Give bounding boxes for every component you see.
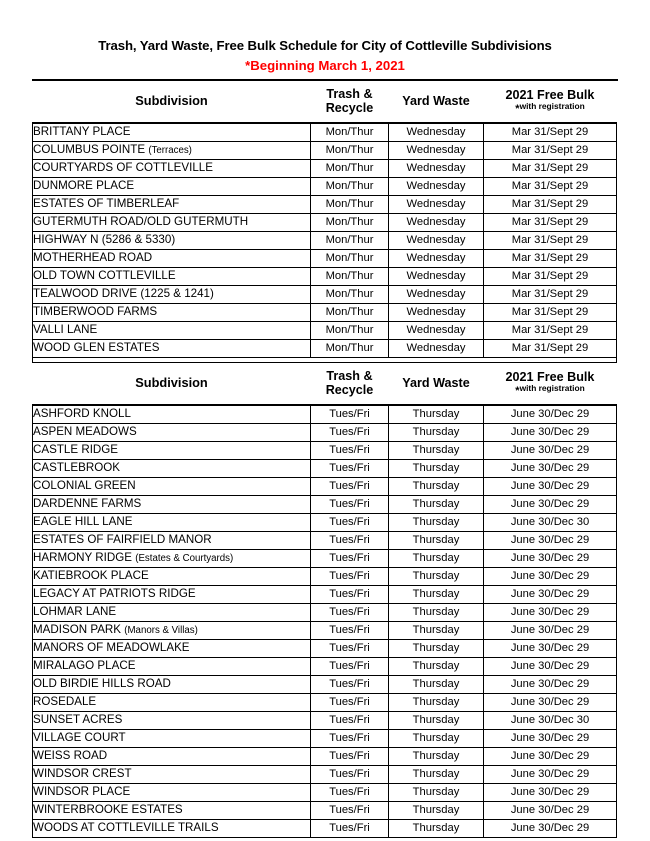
cell-free-bulk: June 30/Dec 29 xyxy=(484,693,617,711)
cell-free-bulk: June 30/Dec 29 xyxy=(484,585,617,603)
cell-free-bulk: Mar 31/Sept 29 xyxy=(484,159,617,177)
cell-yard-waste: Thursday xyxy=(389,783,484,801)
cell-yard-waste: Wednesday xyxy=(389,267,484,285)
cell-subdivision: WINDSOR PLACE xyxy=(33,783,311,801)
cell-free-bulk: Mar 31/Sept 29 xyxy=(484,321,617,339)
cell-yard-waste: Thursday xyxy=(389,477,484,495)
cell-subdivision: WINDSOR CREST xyxy=(33,765,311,783)
schedule-table xyxy=(32,81,617,838)
cell-yard-waste: Thursday xyxy=(389,495,484,513)
cell-free-bulk: June 30/Dec 29 xyxy=(484,477,617,495)
cell-trash-recycle: Tues/Fri xyxy=(311,585,389,603)
cell-subdivision: EAGLE HILL LANE xyxy=(33,513,311,531)
cell-trash-recycle: Mon/Thur xyxy=(311,231,389,249)
column-header-subdivision: Subdivision xyxy=(33,81,311,123)
cell-subdivision: ASHFORD KNOLL xyxy=(33,405,311,424)
cell-yard-waste: Wednesday xyxy=(389,303,484,321)
cell-trash-recycle: Tues/Fri xyxy=(311,603,389,621)
cell-yard-waste: Thursday xyxy=(389,459,484,477)
cell-trash-recycle: Tues/Fri xyxy=(311,729,389,747)
cell-trash-recycle: Tues/Fri xyxy=(311,783,389,801)
cell-free-bulk: June 30/Dec 29 xyxy=(484,675,617,693)
cell-subdivision: SUNSET ACRES xyxy=(33,711,311,729)
cell-subdivision: WEISS ROAD xyxy=(33,747,311,765)
cell-yard-waste: Thursday xyxy=(389,747,484,765)
table-row xyxy=(33,423,617,441)
cell-trash-recycle: Tues/Fri xyxy=(311,423,389,441)
cell-yard-waste: Wednesday xyxy=(389,141,484,159)
cell-free-bulk: June 30/Dec 29 xyxy=(484,567,617,585)
cell-trash-recycle: Mon/Thur xyxy=(311,285,389,303)
cell-free-bulk: Mar 31/Sept 29 xyxy=(484,339,617,357)
table-row xyxy=(33,639,617,657)
cell-trash-recycle: Tues/Fri xyxy=(311,621,389,639)
cell-trash-recycle: Mon/Thur xyxy=(311,177,389,195)
column-header-subdivision: Subdivision xyxy=(33,362,311,405)
table-row xyxy=(33,213,617,231)
cell-free-bulk: June 30/Dec 29 xyxy=(484,801,617,819)
table-row xyxy=(33,195,617,213)
cell-subdivision: BRITTANY PLACE xyxy=(33,123,311,142)
page-title: Trash, Yard Waste, Free Bulk Schedule for City of Cottleville Subdivisions xyxy=(98,38,552,53)
cell-yard-waste: Wednesday xyxy=(389,195,484,213)
cell-trash-recycle: Tues/Fri xyxy=(311,441,389,459)
table-row xyxy=(33,285,617,303)
cell-free-bulk: June 30/Dec 29 xyxy=(484,729,617,747)
cell-trash-recycle: Tues/Fri xyxy=(311,801,389,819)
cell-subdivision: ROSEDALE xyxy=(33,693,311,711)
cell-free-bulk: Mar 31/Sept 29 xyxy=(484,123,617,142)
cell-trash-recycle: Tues/Fri xyxy=(311,549,389,567)
cell-subdivision: MADISON PARK (Manors & Villas) xyxy=(33,621,311,639)
cell-yard-waste: Wednesday xyxy=(389,231,484,249)
table-row xyxy=(33,405,617,424)
cell-free-bulk: June 30/Dec 29 xyxy=(484,819,617,837)
cell-yard-waste: Thursday xyxy=(389,603,484,621)
cell-free-bulk: Mar 31/Sept 29 xyxy=(484,177,617,195)
column-header-free-bulk xyxy=(484,362,617,405)
cell-trash-recycle: Tues/Fri xyxy=(311,405,389,424)
table-row xyxy=(33,441,617,459)
cell-yard-waste: Wednesday xyxy=(389,321,484,339)
cell-free-bulk: June 30/Dec 29 xyxy=(484,765,617,783)
title-block xyxy=(32,0,618,81)
table-row xyxy=(33,477,617,495)
asterisk-icon: * xyxy=(515,102,520,115)
cell-trash-recycle: Mon/Thur xyxy=(311,303,389,321)
cell-yard-waste: Wednesday xyxy=(389,123,484,142)
table-header-row xyxy=(33,81,617,123)
table-row xyxy=(33,267,617,285)
table-row xyxy=(33,783,617,801)
free-bulk-header-title: 2021 Free Bulk xyxy=(505,87,595,102)
cell-trash-recycle: Mon/Thur xyxy=(311,213,389,231)
table-row xyxy=(33,729,617,747)
cell-subdivision: TIMBERWOOD FARMS xyxy=(33,303,311,321)
table-row xyxy=(33,339,617,357)
cell-free-bulk: June 30/Dec 29 xyxy=(484,423,617,441)
cell-yard-waste: Thursday xyxy=(389,405,484,424)
cell-subdivision: ESTATES OF TIMBERLEAF xyxy=(33,195,311,213)
cell-subdivision: ASPEN MEADOWS xyxy=(33,423,311,441)
cell-free-bulk: June 30/Dec 29 xyxy=(484,747,617,765)
cell-yard-waste: Wednesday xyxy=(389,249,484,267)
table-row xyxy=(33,549,617,567)
cell-free-bulk: Mar 31/Sept 29 xyxy=(484,303,617,321)
cell-yard-waste: Wednesday xyxy=(389,339,484,357)
cell-free-bulk: Mar 31/Sept 29 xyxy=(484,213,617,231)
trash-header-line2: Recycle xyxy=(325,100,374,115)
table-row xyxy=(33,747,617,765)
cell-subdivision: TEALWOOD DRIVE (1225 & 1241) xyxy=(33,285,311,303)
cell-free-bulk: June 30/Dec 30 xyxy=(484,513,617,531)
cell-yard-waste: Wednesday xyxy=(389,177,484,195)
cell-trash-recycle: Tues/Fri xyxy=(311,639,389,657)
cell-subdivision: MIRALAGO PLACE xyxy=(33,657,311,675)
cell-free-bulk: June 30/Dec 29 xyxy=(484,405,617,424)
cell-subdivision: VILLAGE COURT xyxy=(33,729,311,747)
cell-yard-waste: Thursday xyxy=(389,819,484,837)
cell-trash-recycle: Mon/Thur xyxy=(311,249,389,267)
cell-yard-waste: Thursday xyxy=(389,531,484,549)
cell-yard-waste: Thursday xyxy=(389,585,484,603)
cell-free-bulk: June 30/Dec 29 xyxy=(484,783,617,801)
cell-subdivision: CASTLE RIDGE xyxy=(33,441,311,459)
cell-subdivision: HARMONY RIDGE (Estates & Courtyards) xyxy=(33,549,311,567)
cell-free-bulk: June 30/Dec 29 xyxy=(484,441,617,459)
cell-yard-waste: Thursday xyxy=(389,657,484,675)
table-row xyxy=(33,141,617,159)
cell-subdivision: DUNMORE PLACE xyxy=(33,177,311,195)
cell-free-bulk: Mar 31/Sept 29 xyxy=(484,285,617,303)
cell-subdivision: MOTHERHEAD ROAD xyxy=(33,249,311,267)
cell-subdivision-note: (Manors & Villas) xyxy=(124,624,198,636)
cell-yard-waste: Thursday xyxy=(389,801,484,819)
table-row xyxy=(33,495,617,513)
cell-free-bulk: Mar 31/Sept 29 xyxy=(484,141,617,159)
cell-free-bulk: June 30/Dec 29 xyxy=(484,639,617,657)
trash-header-line1: Trash & xyxy=(326,86,373,101)
cell-yard-waste: Thursday xyxy=(389,567,484,585)
cell-trash-recycle: Tues/Fri xyxy=(311,459,389,477)
cell-free-bulk: June 30/Dec 29 xyxy=(484,531,617,549)
cell-free-bulk: June 30/Dec 29 xyxy=(484,657,617,675)
cell-trash-recycle: Tues/Fri xyxy=(311,531,389,549)
column-header-yard-waste: Yard Waste xyxy=(389,81,484,123)
cell-subdivision: LEGACY AT PATRIOTS RIDGE xyxy=(33,585,311,603)
free-bulk-registration-note: *with registration xyxy=(515,100,585,115)
cell-yard-waste: Thursday xyxy=(389,549,484,567)
table-row xyxy=(33,603,617,621)
cell-free-bulk: June 30/Dec 30 xyxy=(484,711,617,729)
column-header-trash-recycle xyxy=(311,81,389,123)
cell-yard-waste: Wednesday xyxy=(389,213,484,231)
cell-trash-recycle: Tues/Fri xyxy=(311,513,389,531)
page-subtitle: *Beginning March 1, 2021 xyxy=(245,57,405,73)
cell-subdivision: COURTYARDS OF COTTLEVILLE xyxy=(33,159,311,177)
cell-subdivision: OLD BIRDIE HILLS ROAD xyxy=(33,675,311,693)
column-header-free-bulk xyxy=(484,81,617,123)
cell-trash-recycle: Tues/Fri xyxy=(311,819,389,837)
cell-trash-recycle: Mon/Thur xyxy=(311,267,389,285)
table-row xyxy=(33,711,617,729)
cell-subdivision: HIGHWAY N (5286 & 5330) xyxy=(33,231,311,249)
table-row xyxy=(33,657,617,675)
cell-trash-recycle: Tues/Fri xyxy=(311,693,389,711)
table-row xyxy=(33,321,617,339)
cell-yard-waste: Thursday xyxy=(389,423,484,441)
trash-header-line2: Recycle xyxy=(325,382,374,397)
cell-subdivision: KATIEBROOK PLACE xyxy=(33,567,311,585)
table-row xyxy=(33,693,617,711)
cell-trash-recycle: Tues/Fri xyxy=(311,567,389,585)
table-row xyxy=(33,249,617,267)
cell-subdivision: LOHMAR LANE xyxy=(33,603,311,621)
cell-subdivision: DARDENNE FARMS xyxy=(33,495,311,513)
cell-subdivision: GUTERMUTH ROAD/OLD GUTERMUTH xyxy=(33,213,311,231)
cell-yard-waste: Thursday xyxy=(389,693,484,711)
cell-yard-waste: Thursday xyxy=(389,441,484,459)
column-header-trash-recycle xyxy=(311,362,389,405)
table-row xyxy=(33,567,617,585)
trash-header-line1: Trash & xyxy=(326,368,373,383)
cell-trash-recycle: Tues/Fri xyxy=(311,747,389,765)
table-row xyxy=(33,231,617,249)
free-bulk-header-title: 2021 Free Bulk xyxy=(505,369,595,384)
cell-subdivision: VALLI LANE xyxy=(33,321,311,339)
cell-yard-waste: Thursday xyxy=(389,765,484,783)
cell-free-bulk: Mar 31/Sept 29 xyxy=(484,267,617,285)
cell-yard-waste: Thursday xyxy=(389,711,484,729)
table-row xyxy=(33,621,617,639)
cell-subdivision: WINTERBROOKE ESTATES xyxy=(33,801,311,819)
cell-yard-waste: Thursday xyxy=(389,729,484,747)
cell-trash-recycle: Tues/Fri xyxy=(311,675,389,693)
cell-subdivision: ESTATES OF FAIRFIELD MANOR xyxy=(33,531,311,549)
cell-subdivision: WOODS AT COTTLEVILLE TRAILS xyxy=(33,819,311,837)
cell-trash-recycle: Mon/Thur xyxy=(311,141,389,159)
cell-yard-waste: Thursday xyxy=(389,513,484,531)
cell-subdivision: OLD TOWN COTTLEVILLE xyxy=(33,267,311,285)
table-row xyxy=(33,177,617,195)
cell-subdivision-note: (Estates & Courtyards) xyxy=(135,552,234,564)
cell-yard-waste: Thursday xyxy=(389,621,484,639)
cell-subdivision: MANORS OF MEADOWLAKE xyxy=(33,639,311,657)
cell-trash-recycle: Tues/Fri xyxy=(311,657,389,675)
cell-subdivision: COLONIAL GREEN xyxy=(33,477,311,495)
cell-trash-recycle: Tues/Fri xyxy=(311,765,389,783)
cell-subdivision-note: (Terraces) xyxy=(148,144,192,156)
cell-trash-recycle: Mon/Thur xyxy=(311,321,389,339)
table-row xyxy=(33,123,617,142)
cell-free-bulk: June 30/Dec 29 xyxy=(484,549,617,567)
cell-trash-recycle: Mon/Thur xyxy=(311,195,389,213)
cell-free-bulk: Mar 31/Sept 29 xyxy=(484,231,617,249)
asterisk-icon: * xyxy=(515,384,520,397)
cell-trash-recycle: Mon/Thur xyxy=(311,123,389,142)
cell-yard-waste: Wednesday xyxy=(389,159,484,177)
cell-yard-waste: Thursday xyxy=(389,639,484,657)
cell-free-bulk: June 30/Dec 29 xyxy=(484,495,617,513)
cell-free-bulk: Mar 31/Sept 29 xyxy=(484,195,617,213)
table-row xyxy=(33,531,617,549)
cell-yard-waste: Wednesday xyxy=(389,285,484,303)
table-row xyxy=(33,303,617,321)
table-row xyxy=(33,459,617,477)
table-row xyxy=(33,801,617,819)
table-row xyxy=(33,675,617,693)
table-row xyxy=(33,819,617,837)
free-bulk-registration-note: *with registration xyxy=(515,382,585,397)
cell-yard-waste: Thursday xyxy=(389,675,484,693)
table-row xyxy=(33,765,617,783)
table-row xyxy=(33,159,617,177)
cell-trash-recycle: Tues/Fri xyxy=(311,477,389,495)
cell-trash-recycle: Mon/Thur xyxy=(311,159,389,177)
cell-subdivision: CASTLEBROOK xyxy=(33,459,311,477)
cell-trash-recycle: Mon/Thur xyxy=(311,339,389,357)
cell-free-bulk: Mar 31/Sept 29 xyxy=(484,249,617,267)
cell-trash-recycle: Tues/Fri xyxy=(311,711,389,729)
column-header-yard-waste: Yard Waste xyxy=(389,362,484,405)
table-header-row xyxy=(33,362,617,405)
cell-subdivision: COLUMBUS POINTE (Terraces) xyxy=(33,141,311,159)
table-row xyxy=(33,585,617,603)
cell-trash-recycle: Tues/Fri xyxy=(311,495,389,513)
cell-free-bulk: June 30/Dec 29 xyxy=(484,459,617,477)
cell-free-bulk: June 30/Dec 29 xyxy=(484,621,617,639)
cell-free-bulk: June 30/Dec 29 xyxy=(484,603,617,621)
table-row xyxy=(33,513,617,531)
cell-subdivision: WOOD GLEN ESTATES xyxy=(33,339,311,357)
